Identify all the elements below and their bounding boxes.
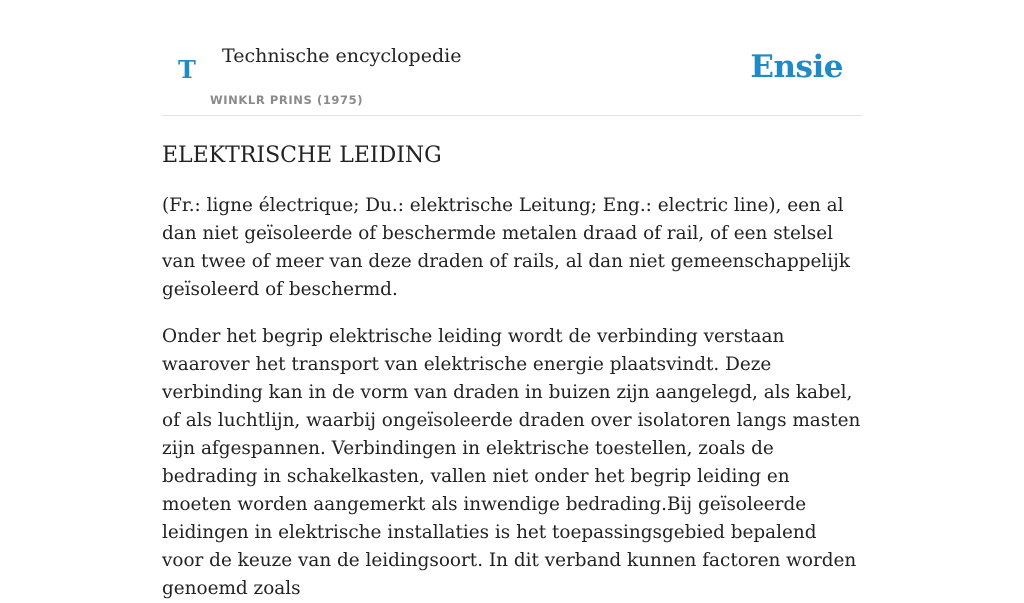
publication-logo[interactable]: T xyxy=(178,55,196,84)
entry-paragraph-2: Onder het begrip elektrische leiding wordt de verbinding verstaan waarover het transport van elektrische energie plaatsvindt. Deze verbinding kan in de vorm van draden in buizen zijn aangelegd, als kabel, of als luchtlijn, waarbij ongeïsoleerde draden over isolatoren langs masten zijn afgespannen. Verbindingen in elektrische toestellen, zoals de bedrading in schakelkasten, vallen niet onder het begrip leiding en moeten worden aangemerkt als inwendige bedrading.Bij geïsoleerde leidingen in elektrische installaties is het toepassingsgebied bepalend voor de keuze van de leidingsoort. In dit verband kunnen factoren worden genoemd zoals xyxy=(162,326,861,599)
publication-title[interactable]: Technische encyclopedie xyxy=(222,45,462,67)
entry-title: ELEKTRISCHE LEIDING xyxy=(162,143,442,168)
header xyxy=(162,0,862,116)
brand-logo[interactable]: Ensie xyxy=(750,49,843,85)
article-container xyxy=(162,0,862,603)
entry-paragraph-1: (Fr.: ligne électrique; Du.: elektrische Leitung; Eng.: electric line), een al dan niet geïsoleerde of beschermde metalen draad of rail, of een stelsel van twee of meer van deze draden of rails, al dan niet gemeenschappelijk geïsoleerd of beschermd. xyxy=(162,195,850,300)
publication-subtitle: WINKLR PRINS (1975) xyxy=(210,93,364,107)
